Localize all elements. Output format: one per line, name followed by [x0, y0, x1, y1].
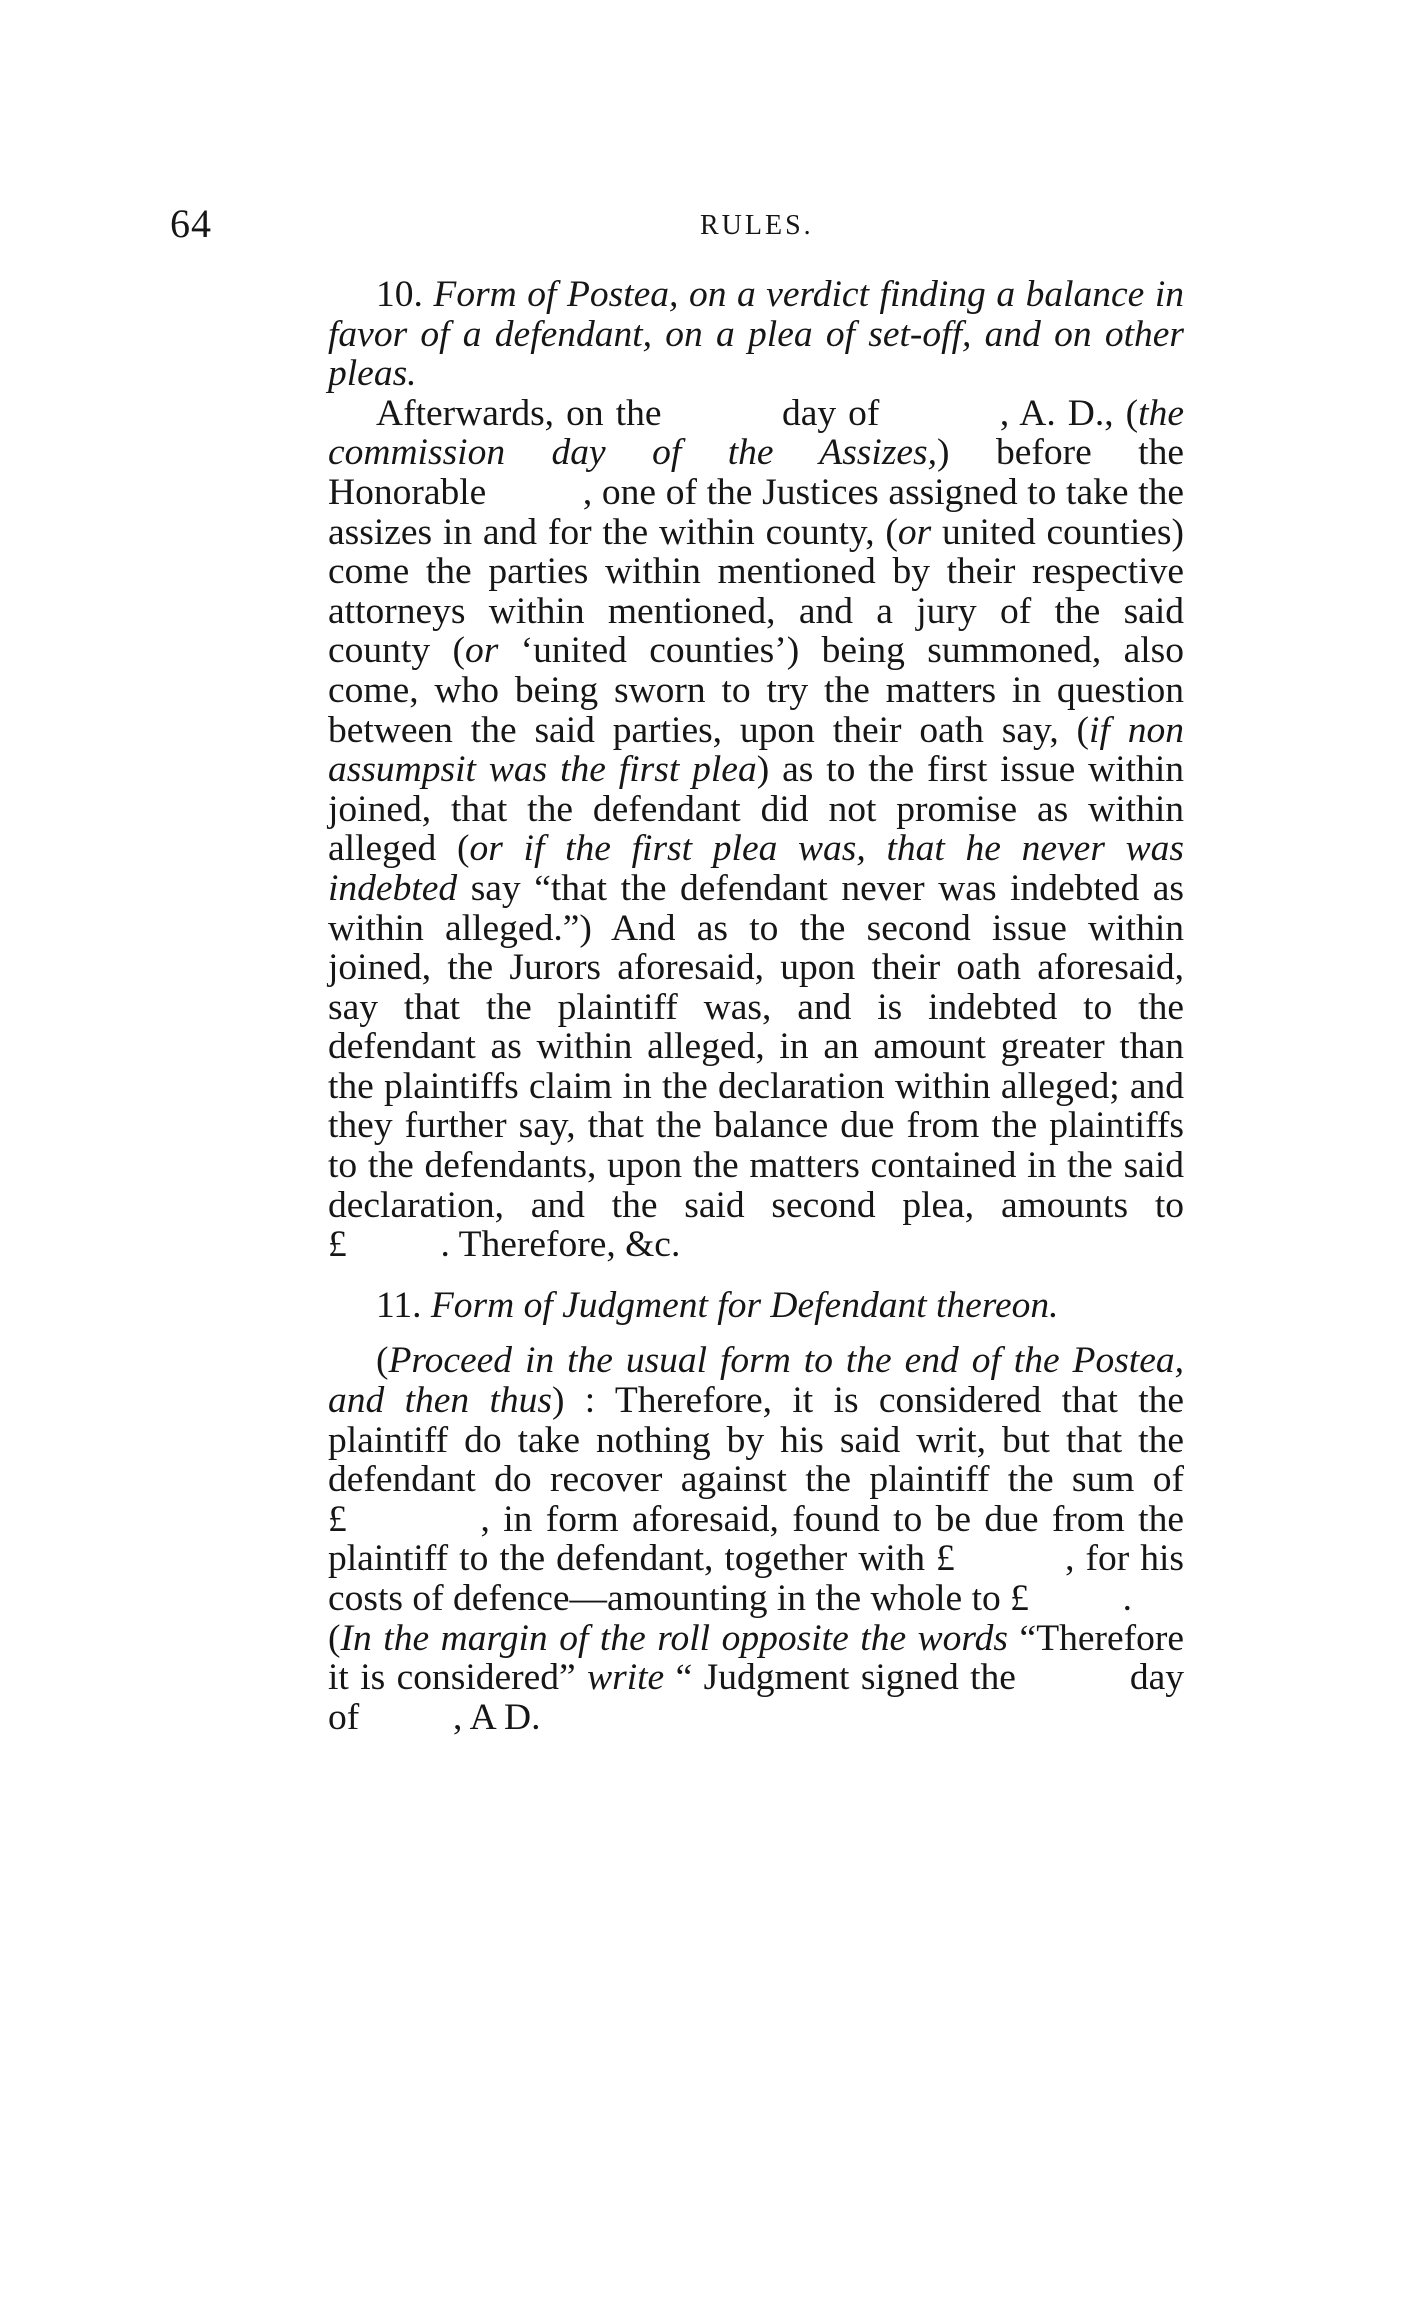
running-title: RULES.	[700, 210, 814, 241]
text-run: Afterwards, on the day of , A. D., (	[376, 392, 1139, 434]
italic-run: Proceed in the usual form to the end of the Postea, and then thus	[328, 1340, 1184, 1422]
italic-run: if non assumpsit was the first plea	[328, 709, 1184, 791]
text-run: “Therefore it is considered”	[328, 1617, 1184, 1699]
section-10-body	[328, 394, 1184, 1265]
text-run: ) before the Honorable , one of the Justices assigned to take the assizes in and for the within county, (	[328, 432, 1184, 553]
text-run: ‘united counties’) being summoned, also come, who being sworn to try the matters in question between the said parties, upon their oath say, (	[328, 630, 1184, 751]
margin-note	[328, 1619, 1184, 1738]
italic-run: write	[587, 1657, 665, 1699]
page-number: 64	[170, 201, 212, 246]
text-run: “ Judgment signed the day of , A D.	[328, 1657, 1184, 1738]
text-run: ) : Therefore, it is considered that the plaintiff do take nothing by his said writ, but that the defendant do recover against the plaintiff the sum of £ , in form aforesaid, found to be due from the plaintiff to the defendant, together with £ , for his costs of defence—amounting in the whole to £ .	[328, 1380, 1185, 1619]
section-11-heading	[328, 1286, 1184, 1326]
italic-run: or	[464, 630, 499, 672]
section-10-title: Form of Postea, on a verdict finding a balance in favor of a defendant, on a plea of set-off, and on other pleas.	[328, 274, 1185, 395]
section-10-number: 10.	[376, 274, 423, 315]
section-11-title: Form of Judgment for Defendant thereon.	[430, 1284, 1059, 1326]
italic-run: or	[897, 511, 932, 553]
text-run: say “that the defendant never was indebted as within alleged.”) And as to the second issue within joined, the Jurors aforesaid, upon their oath aforesaid, say that the plaintiff was, and is indebted to the defendant as within alleged, in an amount greater than the plaintiffs claim in the declaration within alleged; and they further say, that the balance due from the plaintiffs to the defendants, upon the matters contained in the said declaration, and the said second plea, amounts to £ . Therefore, &c.	[328, 867, 1184, 1266]
text-run: (	[376, 1340, 389, 1382]
italic-run: In the margin of the roll opposite the words	[340, 1617, 1008, 1659]
italic-run: or if the first plea was, that he never was indebted	[328, 828, 1184, 909]
italic-run: the commission day of the Assizes,	[328, 392, 1184, 474]
section-11-body	[328, 1341, 1184, 1618]
text-run: (	[328, 1617, 341, 1659]
section-10-heading	[328, 275, 1184, 394]
page-body	[328, 275, 1184, 1737]
text-run: ) as to the first issue within joined, that the defendant did not promise as within alleged (	[328, 749, 1185, 870]
section-11-number: 11.	[376, 1284, 422, 1326]
text-run: united counties) come the parties within mentioned by their respective attorneys within mentioned, and a jury of the said county (	[328, 511, 1184, 672]
